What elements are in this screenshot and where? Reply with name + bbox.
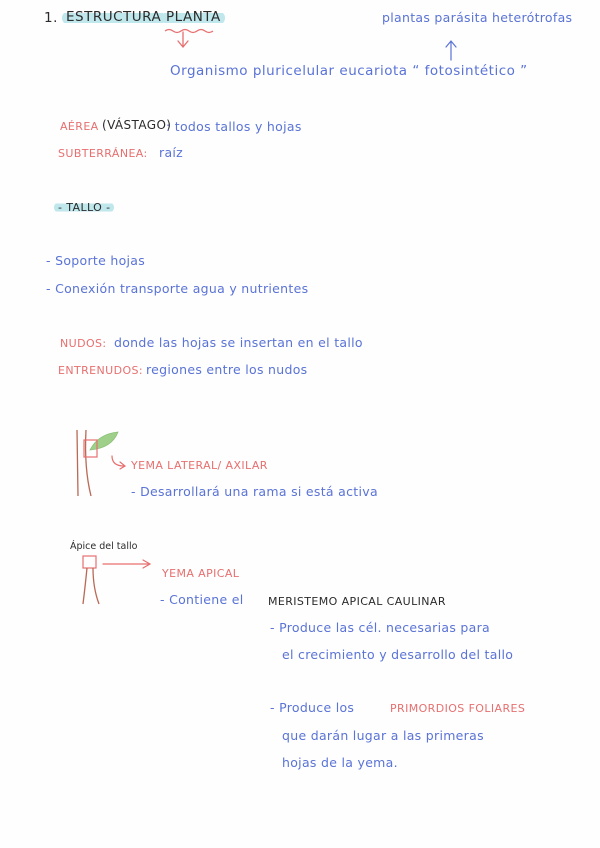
tallo-heading: - TALLO - [54,202,114,213]
contiene-text: - Contiene el [160,592,244,607]
produce-primordios-line3: hojas de la yema. [282,755,398,770]
yema-apical-label: YEMA APICAL [162,567,240,580]
produce-primordios-pre: - Produce los [270,700,355,715]
subterranea-desc: raíz [159,145,184,160]
yema-lateral-label: YEMA LATERAL/ AXILAR [131,459,268,472]
title-estructura: ESTRUCTURA [62,11,165,25]
entrenudos-desc: regiones entre los nudos [146,362,308,377]
vastago-label: (VÁSTAGO) [102,118,172,132]
title-planta: PLANTA [162,11,225,25]
yema-lateral-desc: - Desarrollará una rama si está activa [131,484,378,499]
produce-cells-line2: el crecimiento y desarrollo del tallo [282,647,514,662]
meristemo-term: MERISTEMO APICAL CAULINAR [268,595,446,608]
nudos-label: NUDOS: [60,337,107,350]
note-plantas-parasitas: plantas parásita heterótrofas [382,10,573,25]
nudos-desc: donde las hojas se insertan en el tallo [114,335,363,350]
aerea-label: AÉREA [60,120,99,133]
curved-arrow-icon [110,456,130,470]
aerea-desc: : todos tallos y hojas [166,119,302,134]
section-number: 1. [44,10,58,26]
entrenudos-label: ENTRENUDOS: [58,364,143,377]
wavy-underline [165,28,215,34]
produce-cells-line1: - Produce las cél. necesarias para [270,620,491,635]
primordios-foliares-term: PRIMORDIOS FOLIARES [390,702,526,715]
function-item-conexion: - Conexión transporte agua y nutrientes [46,281,309,296]
down-arrow-icon [176,32,190,50]
up-arrow-icon [444,40,458,60]
definition: Organismo pluricelular eucariota “ fotosintético ” [170,63,528,79]
right-arrow-icon [103,558,153,570]
subterranea-label: SUBTERRÁNEA: [58,147,148,160]
produce-primordios-line2: que darán lugar a las primeras [282,728,484,743]
function-item-soporte: - Soporte hojas [46,253,146,268]
apex-caption: Ápice del tallo [70,541,138,552]
